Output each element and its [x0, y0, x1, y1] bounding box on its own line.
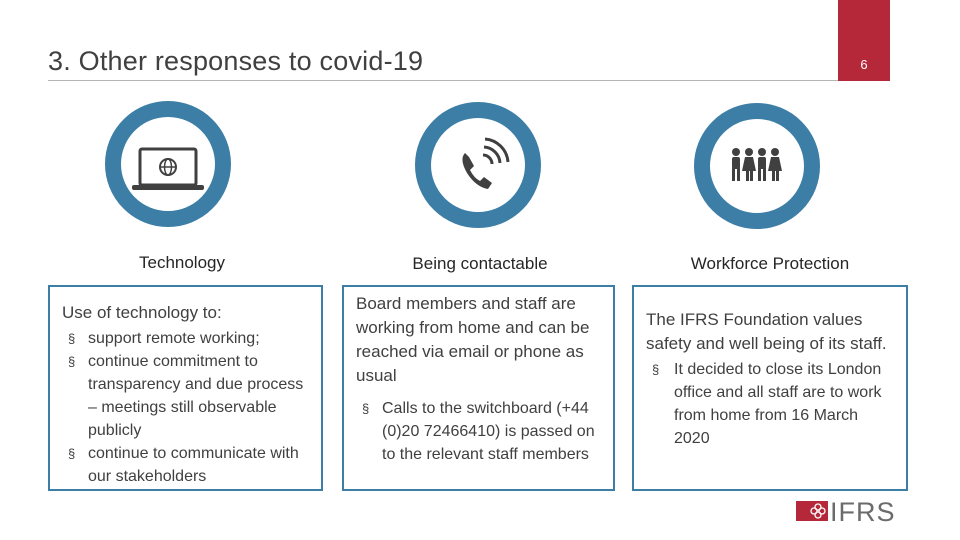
heading-workforce-protection: Workforce Protection [690, 254, 850, 273]
logo-flower-icon [796, 501, 828, 521]
contactable-circle [415, 102, 541, 228]
logo-text: IFRS [830, 497, 896, 527]
workforce-bullets [646, 358, 894, 450]
technology-bullets [62, 327, 309, 488]
technology-circle [105, 101, 231, 227]
slide-title: 3. Other responses to covid-19 [48, 46, 424, 76]
people-group-icon [710, 119, 804, 213]
technology-box [48, 285, 323, 491]
list-item: § continue to communicate with our stakeholders [62, 442, 309, 488]
heading-being-contactable: Being contactable [412, 254, 548, 273]
heading-technology: Technology [138, 253, 225, 272]
ifrs-logo [796, 497, 918, 527]
workforce-box [632, 285, 908, 491]
page-number-tab [838, 0, 890, 81]
list-item: § It decided to close its London office and all staff are to work from home from 16 March 2020 [646, 358, 894, 450]
workforce-circle [694, 103, 820, 229]
contactable-lead: Board members and staff are working from home and can be reached via email or phone as usual [356, 294, 590, 385]
phone-ringing-icon [431, 118, 525, 212]
logo-mark [796, 501, 828, 521]
contactable-bullets [356, 397, 601, 466]
laptop-globe-icon [121, 117, 215, 211]
title-divider [48, 80, 890, 81]
page-number: 6 [860, 57, 868, 72]
workforce-lead: The IFRS Foundation values safety and well being of its staff. [646, 310, 887, 353]
list-item: § continue commitment to transparency and due process – meetings still observable publicly [62, 350, 309, 442]
list-item: § support remote working; [62, 327, 309, 350]
list-item: § Calls to the switchboard (+44 (0)20 72466410) is passed on to the relevant staff members [356, 397, 601, 466]
contactable-box [342, 285, 615, 491]
technology-lead: Use of technology to: [62, 303, 222, 322]
